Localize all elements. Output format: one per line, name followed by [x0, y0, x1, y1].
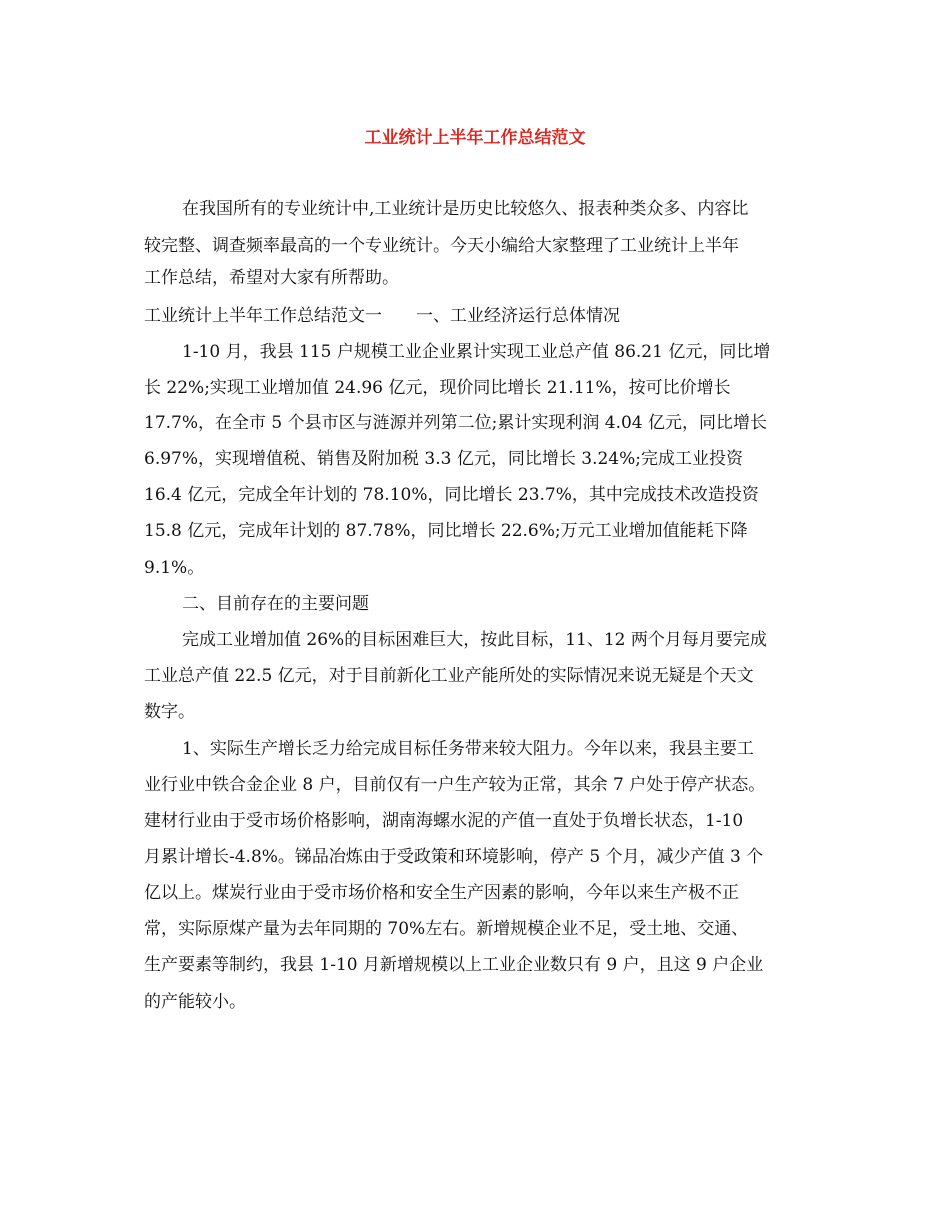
paragraph-line: 9.1%。 — [144, 558, 205, 578]
section-heading-line: 工业统计上半年工作总结范文一 一、工业经济运行总体情况 — [144, 306, 620, 326]
paragraph-line: 业行业中铁合金企业 8 户，目前仅有一户生产较为正常，其余 7 户处于停产状态。 — [144, 775, 766, 795]
paragraph-line: 较完整、调查频率最高的一个专业统计。今天小编给大家整理了工业统计上半年 — [144, 236, 739, 256]
paragraph-line: 常，实际原煤产量为去年同期的 70%左右。新增规模企业不足，受土地、交通、 — [144, 919, 749, 939]
paragraph-line: 17.7%，在全市 5 个县市区与涟源并列第二位;累计实现利润 4.04 亿元，同比增长 — [144, 413, 768, 433]
paragraph-line: 生产要素等制约，我县 1-10 月新增规模以上工业企业数只有 9 户，且这 9 户企业 — [144, 955, 764, 975]
paragraph-line: 数字。 — [144, 702, 195, 722]
document-title: 工业统计上半年工作总结范文 — [364, 128, 586, 148]
paragraph-line: 建材行业由于受市场价格影响，湖南海螺水泥的产值一直处于负增长状态，1-10 — [144, 811, 744, 831]
paragraph-line: 的产能较小。 — [144, 992, 246, 1012]
paragraph-line: 工作总结，希望对大家有所帮助。 — [144, 268, 399, 288]
paragraph-line: 亿以上。煤炭行业由于受市场价格和安全生产因素的影响，今年以来生产极不正 — [144, 883, 739, 903]
paragraph-line: 完成工业增加值 26%的目标困难巨大，按此目标，11、12 两个月每月要完成 — [182, 630, 767, 650]
paragraph-line: 月累计增长-4.8%。锑品冶炼由于受政策和环境影响，停产 5 个月，减少产值 3 个 — [144, 847, 764, 867]
paragraph-line: 16.4 亿元，完成全年计划的 78.10%，同比增长 23.7%，其中完成技术改造投资 — [144, 485, 759, 505]
paragraph-line: 工业总产值 22.5 亿元，对于目前新化工业产能所处的实际情况来说无疑是个天文 — [144, 666, 754, 686]
paragraph-line: 15.8 亿元，完成年计划的 87.78%，同比增长 22.6%;万元工业增加值能耗下降 — [144, 521, 748, 541]
paragraph-line: 在我国所有的专业统计中,工业统计是历史比较悠久、报表种类众多、内容比 — [182, 199, 749, 219]
paragraph-line: 1、实际生产增长乏力给完成目标任务带来较大阻力。今年以来，我县主要工 — [182, 739, 754, 759]
paragraph-line: 长 22%;实现工业增加值 24.96 亿元，现价同比增长 21.11%，按可比价增长 — [144, 378, 731, 398]
paragraph-line: 1-10 月，我县 115 户规模工业企业累计实现工业总产值 86.21 亿元，同比增 — [182, 342, 771, 362]
paragraph-line: 6.97%，实现增值税、销售及附加税 3.3 亿元，同比增长 3.24%;完成工业投资 — [144, 449, 743, 469]
section-heading-line: 二、目前存在的主要问题 — [182, 594, 369, 614]
